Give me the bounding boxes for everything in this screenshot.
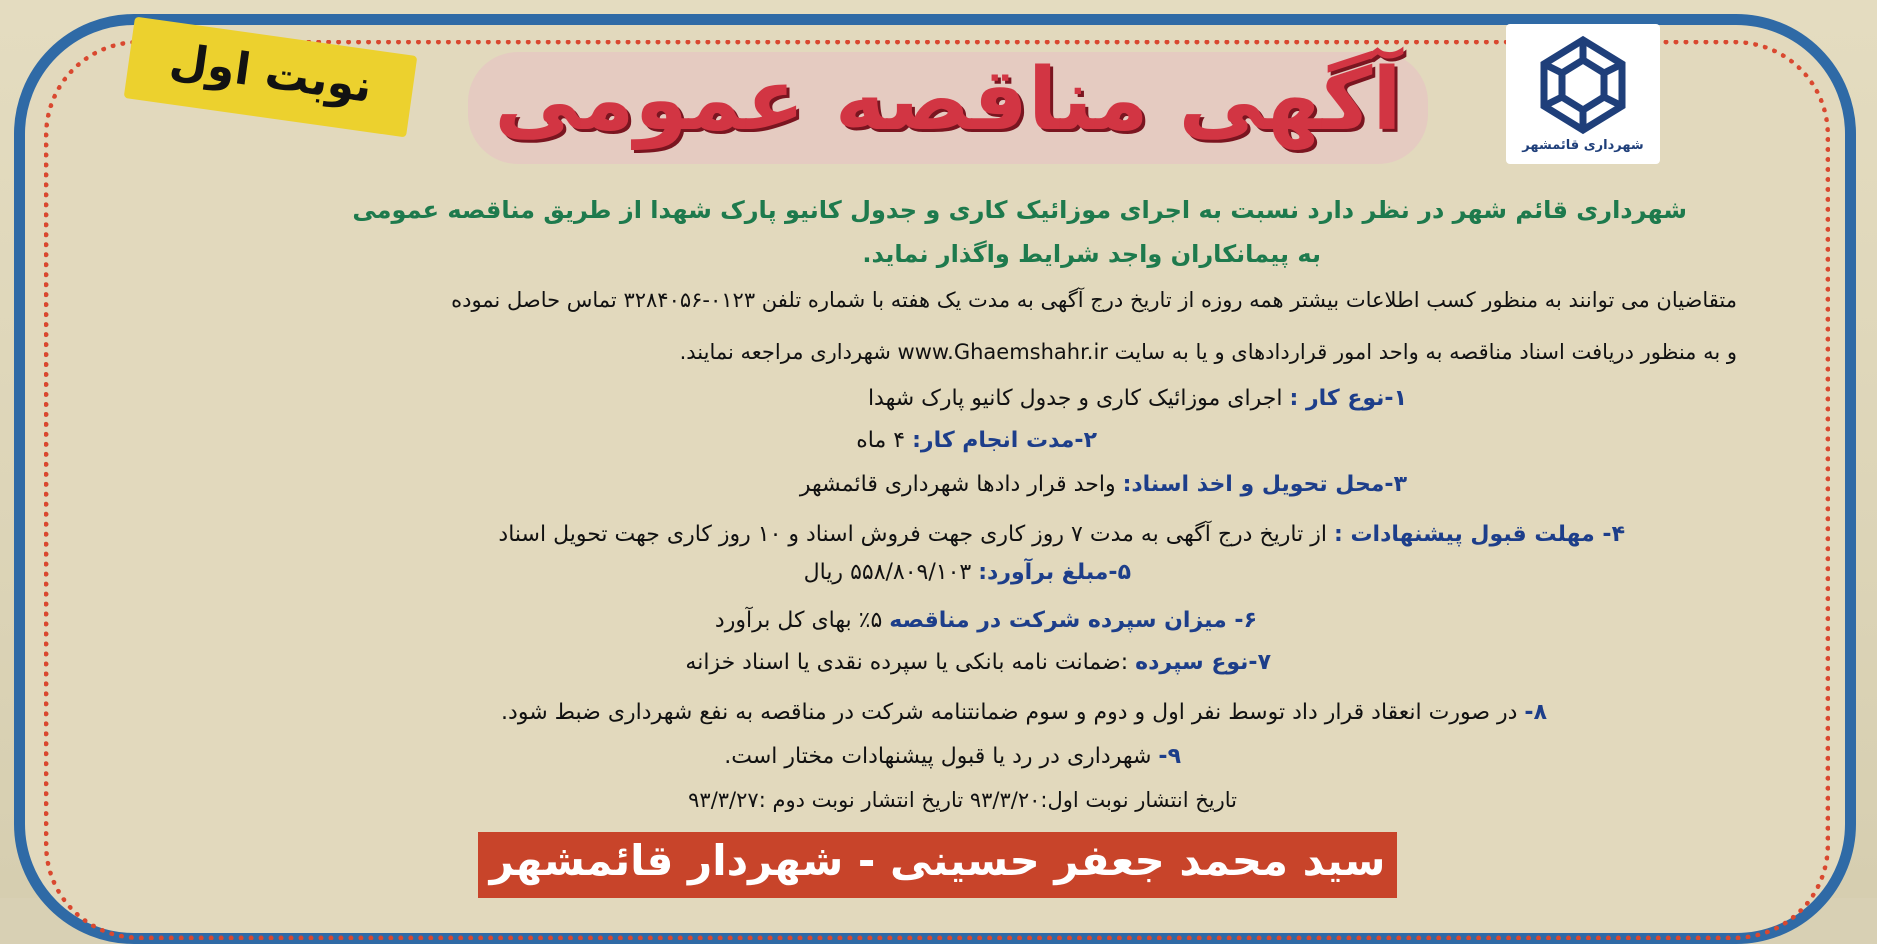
- intro-line-1: شهرداری قائم شهر در نظر دارد نسبت به اجرای موزائیک کاری و جدول کانیو پارک شهدا از طریق مناقصه عمومی: [352, 196, 1687, 224]
- item-7: [685, 650, 1271, 675]
- item-9-label: ۹-: [1158, 744, 1181, 769]
- item-1: [868, 386, 1407, 411]
- publish-dates: تاریخ انتشار نوبت اول:۹۳/۳/۲۰ تاریخ انتشار نوبت دوم :۹۳/۳/۲۷: [688, 788, 1237, 812]
- item-2-value: ۴ ماه: [856, 428, 906, 453]
- item-7-value: :ضمانت نامه بانکی یا سپرده نقدی یا اسناد خزانه: [685, 650, 1129, 675]
- item-1-value: اجرای موزائیک کاری و جدول کانیو پارک شهدا: [867, 386, 1283, 411]
- notice-title: آگهی مناقصه عمومی: [494, 50, 1402, 150]
- item-8: [501, 700, 1547, 725]
- round-badge-text: نوبت اول: [166, 34, 376, 113]
- item-2-label: ۲-مدت انجام کار:: [912, 428, 1097, 453]
- item-4-label: ۴- مهلت قبول پیشنهادات :: [1333, 522, 1625, 547]
- item-3-label: ۳-محل تحویل و اخذ اسناد:: [1122, 472, 1407, 497]
- item-5-value: ۵۵۸/۸۰۹/۱۰۳ ریال: [803, 560, 972, 585]
- body-line-1: متقاضیان می توانند به منظور کسب اطلاعات بیشتر همه روزه از تاریخ درج آگهی به مدت یک هفته با شماره تلفن ۰۱۲۳-۳۲۸۴۰۵۶ تماس حاصل نموده: [451, 288, 1737, 312]
- item-5-label: ۵-مبلغ برآورد:: [978, 560, 1131, 585]
- item-6-label: ۶- میزان سپرده شرکت در مناقصه: [889, 608, 1257, 633]
- item-1-label: ۱-نوع کار :: [1289, 386, 1407, 411]
- item-4-value: از تاریخ درج آگهی به مدت ۷ روز کاری جهت فروش اسناد و ۱۰ روز کاری جهت تحویل اسناد: [498, 522, 1327, 547]
- intro-line-2: به پیمانکاران واجد شرایط واگذار نماید.: [862, 240, 1321, 268]
- body-line-2: و به منظور دریافت اسناد مناقصه به واحد امور قراردادهای و یا به سایت www.Ghaemshahr.ir شهرداری مراجعه نمایند.: [679, 340, 1737, 364]
- item-8-value: در صورت انعقاد قرار داد توسط نفر اول و دوم و سوم ضمانتنامه شرکت در مناقصه به نفع شهرداری ضبط شود.: [501, 700, 1518, 725]
- item-9: [724, 744, 1181, 769]
- item-4: [498, 522, 1625, 547]
- item-6-value: ۵٪ بهای کل برآورد: [714, 608, 883, 633]
- item-2: [856, 428, 1097, 453]
- item-3: [800, 472, 1407, 497]
- municipality-logo: [1506, 24, 1660, 164]
- logo-caption: شهرداری قائمشهر: [1522, 138, 1644, 153]
- item-3-value: واحد قرار دادها شهرداری قائمشهر: [799, 472, 1116, 497]
- signature-text: سید محمد جعفر حسینی - شهردار قائمشهر: [489, 836, 1386, 885]
- star-logo-icon: [1528, 34, 1638, 136]
- signature-footer: [478, 832, 1397, 898]
- item-5: [804, 560, 1131, 585]
- item-9-value: شهرداری در رد یا قبول پیشنهادات مختار است.: [724, 744, 1152, 769]
- item-7-label: ۷-نوع سپرده: [1135, 650, 1271, 675]
- item-8-label: ۸-: [1524, 700, 1547, 725]
- item-6: [715, 608, 1257, 633]
